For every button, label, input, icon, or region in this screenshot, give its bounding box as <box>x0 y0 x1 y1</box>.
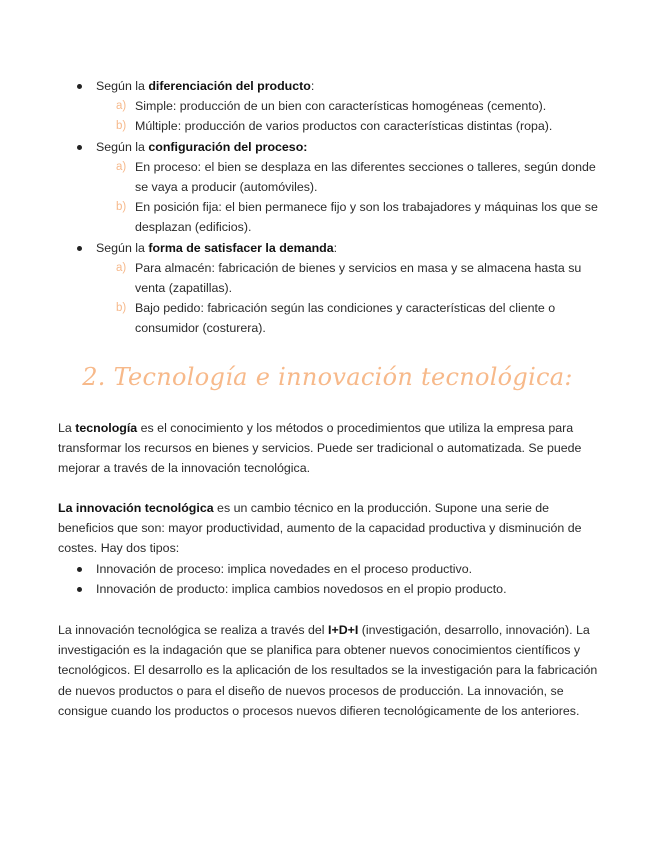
p3-bold: I+D+I <box>328 623 359 637</box>
item-bold: diferenciación del producto <box>148 79 311 93</box>
sub-text: Para almacén: fabricación de bienes y servicios en masa y se almacena hasta su venta (zapatillas). <box>135 260 582 296</box>
item-prefix: Según la <box>96 139 149 154</box>
sub-marker: a) <box>116 100 127 113</box>
item-prefix: Según la <box>96 79 149 93</box>
innovation-paragraph <box>58 498 598 559</box>
item-bold: forma de satisfacer la demanda <box>148 240 334 255</box>
sub-list-item <box>96 258 598 298</box>
technology-paragraph <box>58 418 598 479</box>
item-bold: configuración del proceso: <box>148 139 308 154</box>
item-suffix: : <box>310 79 315 93</box>
list-item <box>58 137 598 238</box>
innovation-types-list <box>58 559 598 599</box>
item-suffix: : <box>333 240 338 255</box>
sub-list <box>96 258 598 339</box>
sub-list <box>96 157 598 238</box>
sub-marker: a) <box>116 261 127 274</box>
p3-rest: (investigación, desarrollo, innovación). La investigación es la indagación que se planifica para obtener nuevos conocimientos científicos y tecnológicos. El desarrollo es la aplicación de los resultados se la investigación para la fabricación de nuevos productos o para el diseño de nuevos procesos de producción. La innovación, se consigue cuando los productos o procesos nuevos difieren tecnológicamente de los anteriores. <box>58 623 598 718</box>
sub-list-item <box>96 157 598 197</box>
sub-marker: b) <box>116 302 127 315</box>
p1-rest: es el conocimiento y los métodos o procedimientos que utiliza la empresa para transformar los recursos en bienes y servicios. Puede ser tradicional o automatizada. Se puede mejorar a través de la innovación tecnológica. <box>58 421 582 476</box>
list-item: Innovación de proceso: implica novedades en el proceso productivo. <box>58 559 598 579</box>
list-item <box>58 76 598 137</box>
p3-start: La innovación tecnológica se realiza a través del <box>58 623 329 637</box>
sub-marker: b) <box>116 201 127 214</box>
sub-list-item <box>96 197 598 237</box>
list-item: Innovación de producto: implica cambios novedosos en el propio producto. <box>58 579 598 599</box>
sub-text: Simple: producción de un bien con características homogéneas (cemento). <box>135 99 547 114</box>
section-heading: 2. Tecnología e innovación tecnológica: <box>82 363 573 391</box>
p2-bold: La innovación tecnológica <box>58 501 214 515</box>
sub-marker: a) <box>116 160 127 173</box>
sub-list <box>96 96 598 136</box>
sub-text: Múltiple: producción de varios productos con características distintas (ropa). <box>135 119 553 134</box>
sub-text: En proceso: el bien se desplaza en las diferentes secciones o talleres, según donde se vaya a producir (automóviles). <box>135 159 596 195</box>
item-prefix: Según la <box>96 240 149 255</box>
list-item <box>58 238 598 339</box>
sub-marker: b) <box>116 120 127 133</box>
sub-list-item <box>96 116 598 136</box>
sub-list-item <box>96 298 598 338</box>
p1-bold: tecnología <box>75 421 138 435</box>
idi-paragraph <box>58 620 598 721</box>
classification-list <box>58 76 598 339</box>
innovation-types-section <box>58 559 598 599</box>
p1-start: La <box>58 421 76 435</box>
sub-text: Bajo pedido: fabricación según las condiciones y características del cliente o consumidor (costurera). <box>135 301 556 336</box>
sub-text: En posición fija: el bien permanece fijo y son los trabajadores y máquinas los que se desplazan (edificios). <box>135 200 598 235</box>
sub-list-item <box>96 96 598 116</box>
production-types-section <box>58 76 598 339</box>
p2-rest: es un cambio técnico en la producción. Supone una serie de beneficios que son: mayor productividad, aumento de la capacidad productiva y disminución de costes. Hay dos tipos: <box>58 501 582 556</box>
